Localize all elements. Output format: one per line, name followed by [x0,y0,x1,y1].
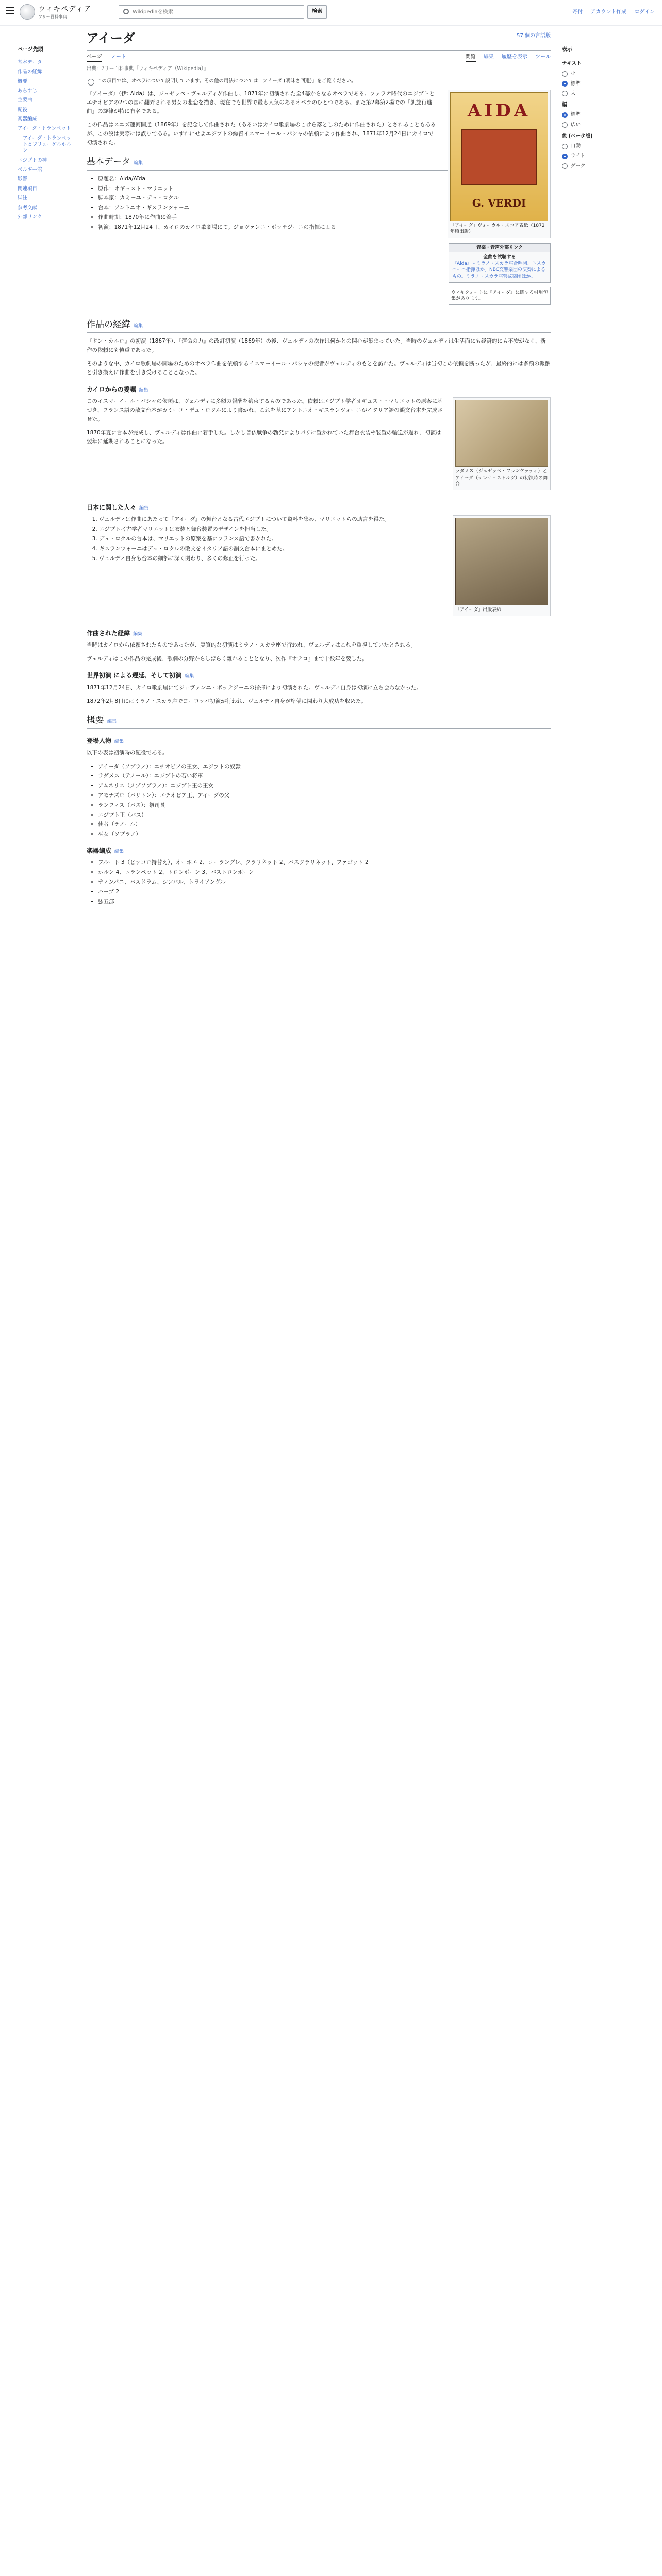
radio-icon [562,91,568,96]
list-item: • 作曲時期：1870年に作曲に着手 [98,213,551,222]
body-paragraph: 1871年12月24日、カイロ歌劇場にてジョヴァンニ・ボッテジーニの指揮により初演された。ヴェルディ自身は初演に立ち会わなかった。 [87,684,422,691]
list-item: • 原作：オギュスト・マリエット [98,184,551,193]
wikipedia-logo[interactable] [20,4,35,20]
list-item: • 弦五部 [98,897,551,906]
toc-item[interactable]: アイーダ・トランペットとフリューゲルホルン [23,135,72,154]
poster-title: AIDA [467,100,531,121]
list-item: • アムネリス（メゾソプラノ）：エジプト王の王女 [98,782,551,790]
radio-icon [562,71,568,77]
edit-link[interactable]: 編集 [107,719,117,725]
list-item: • アイーダ（ソプラノ）：エチオピアの王女、エジプトの奴隷 [98,762,551,771]
search-button[interactable]: 検索 [307,5,327,19]
toc-item[interactable]: アイーダ・トランペット [18,126,71,132]
toc-item[interactable]: 影響 [18,176,28,182]
audio-links-box [449,243,551,283]
tab-history[interactable]: 履歴を表示 [502,54,527,60]
poster-illustration [461,129,537,185]
premiere-image[interactable] [455,400,548,467]
score-image[interactable] [455,518,548,605]
list-item: • ホルン 4、トランペット 2、トロンボーン 3、バストロンボーン [98,868,551,877]
site-tagline: フリー百科事典 [38,14,67,19]
audio-link[interactable]: 『Aida』 - ミラノ・スカラ座合唱団、トスカニーニ指揮ほか。NBC交響楽団の演奏によるもの。ミラノ・スカラ座管弦楽団ほか。 [452,261,546,280]
list-item: • 台本：アントニオ・ギスランツォーニ [98,204,551,212]
width-wide[interactable]: 広い [562,122,655,129]
text-size-large[interactable]: 大 [562,90,655,97]
login-link[interactable]: ログイン [634,9,655,15]
audio-links-sub: 全曲を試聴する [483,255,516,260]
text-size-standard[interactable]: 標準 [562,80,655,88]
section-heading: 基本データ 編集 [87,156,551,171]
body-paragraph: そのような中、カイロ歌劇場の開場のためのオペラ作曲を依頼するイスマーイール・パシャの使者がヴェルディのもとを訪れた。ヴェルディは当初この依頼を断ったが、最終的には多額の報酬と引き換えに作曲を引き受けることとなった。 [87,360,551,376]
body-paragraph: 1872年2月8日にはミラノ・スカラ座でヨーロッパ初演が行われ、ヴェルディ自身が準備に関わり大成功を収めた。 [87,698,367,704]
poster-image[interactable] [450,92,548,221]
radio-selected-icon [562,81,568,87]
radio-selected-icon [562,154,568,159]
list-item: • ハープ 2 [98,888,551,896]
list-item: 2. エジプト考古学者マリエットは衣装と舞台装置のデザインを担当した。 [99,525,551,534]
page-header [0,0,662,26]
page-tabs [87,51,551,63]
body-paragraph: 『ドン・カルロ』の初演（1867年）、『運命の力』の改訂初演（1869年）の後、ヴェルディの次作は何かとの関心が集まっていた。当時のヴェルディは生活面にも経済的にも不安がなく、新作の依頼にも慎重であった。 [87,338,546,353]
toc-item[interactable]: あらすじ [18,88,38,94]
tab-read[interactable]: 閲覧 [466,54,476,62]
list-item: 3. デュ・ロクルの台本は、マリエットの原案を基にフランス語で書かれた。 [99,535,551,544]
toc-item[interactable]: 配役 [18,107,28,113]
page-source-note: 出典: フリー百科事典『ウィキペディア（Wikipedia）』 [87,66,209,72]
body-paragraph: 以下の表は初演時の配役である。 [87,750,168,756]
toc-heading[interactable]: ページ先頭 [18,44,74,56]
subsection-heading: 楽器編成 編集 [87,846,124,854]
poster-figure [448,90,551,238]
toc-item[interactable]: 脚注 [18,195,28,201]
edit-link[interactable]: 編集 [185,674,194,680]
body-paragraph: このイスマーイール・パシャの依頼は、ヴェルディに多額の報酬を約束するものであった。依頼はエジプト学者オギュスト・マリエットの原案に基づき、フランス語の散文台本がカミーユ・デュ・ロクルにより書かれ、これを基にアントニオ・ギスランツォーニがイタリア語の韻文台本を完成させた。 [87,398,443,422]
toc-item[interactable]: 概要 [18,78,28,84]
score-caption: 「アイーダ」出版表紙 [455,607,502,613]
article-content [87,27,551,911]
color-label: 色 (ベータ版) [562,133,593,139]
subsection-heading: カイロからの委嘱 編集 [87,385,148,393]
search-input[interactable] [133,7,277,16]
list-item: 4. ギスランツォーニはデュ・ロクルの散文をイタリア語の韻文台本にまとめた。 [99,545,551,553]
toc-item[interactable]: 参考文献 [18,205,38,211]
edit-link[interactable]: 編集 [134,161,143,166]
score-figure [453,515,551,616]
toc-item[interactable]: 主要曲 [18,97,32,104]
poster-caption: 「アイーダ」ヴォーカル・スコア表紙（1872年頃出版） [450,223,545,235]
radio-selected-icon [562,112,568,118]
edit-link[interactable]: 編集 [134,323,143,329]
toc-item[interactable]: 外部リンク [18,214,42,220]
width-label: 幅 [562,102,567,108]
subsection-heading: 登場人物 編集 [87,737,124,744]
edit-link[interactable]: 編集 [114,849,124,854]
search-icon [123,9,129,14]
edit-link[interactable]: 編集 [139,387,148,393]
cast-list [98,762,551,839]
section-heading: 作品の経緯 編集 [87,318,551,333]
appearance-heading: 表示 [562,44,655,56]
edit-link[interactable]: 編集 [133,631,143,637]
wikiquote-box[interactable]: ウィキクォートに『アイーダ』に関する引用句集があります。 [449,287,551,305]
premiere-figure [453,397,551,490]
tab-tools[interactable]: ツール [535,54,551,60]
external-links-box [449,243,551,305]
list-item: • アモナズロ（バリトン）：エチオピア王、アイーダの父 [98,791,551,800]
create-account-link[interactable]: アカウント作成 [590,9,627,15]
subsection-heading: 日本に関した人々 編集 [87,503,149,511]
intro-paragraph: この作品はスエズ運河開通（1869年）を記念して作曲された（あるいはカイロ歌劇場のこけら落としのために作曲された）とされることもあるが、この説は実際には誤りである。いずれにせよエジプトの総督イスマーイール・パシャの依頼により作曲され、1871年12月24日にカイロで初演された。 [87,122,436,146]
color-dark[interactable]: ダーク [562,163,655,170]
site-name[interactable]: ウィキペディア [38,5,92,13]
toc-item[interactable]: エジプトの神 [18,157,47,163]
radio-icon [562,144,568,149]
list-item: • エジプト王（バス） [98,811,551,820]
toc-item[interactable]: ベルギー館 [18,167,42,173]
subsection-heading: 世界初演 による遅延、そして初演 編集 [87,672,194,680]
poster-composer: G. VERDI [472,196,526,209]
search-box[interactable] [119,5,304,19]
list-item: • 初演：1871年12月24日、カイロのカイロ歌劇場にて。ジョヴァンニ・ボッテジーニの指揮による [98,223,551,232]
tab-article[interactable]: ページ [87,54,102,62]
radio-icon [562,163,568,169]
toc-sidebar [18,44,74,222]
body-paragraph: 1870年夏に台本が完成し、ヴェルディは作曲に着手した。しかし普仏戦争の勃発によりパリに置かれていた舞台衣装や装置の輸送が遅れ、初演は翌年に延期されることになった。 [87,430,441,445]
list-item: • 脚本家：カミーユ・デュ・ロクル [98,194,551,202]
toc-item[interactable]: 関連項目 [18,185,38,192]
list-item: • 原題名：Aida/Aïda [98,175,551,183]
body-paragraph: ヴェルディはこの作品の完成後、歌劇の分野からしばらく離れることとなり、次作『オテロ』まで十数年を要した。 [87,655,368,662]
radio-icon [562,122,568,128]
width-standard[interactable]: 標準 [562,111,655,118]
premiere-caption: ラダメス（ジュゼッペ・フランケッティ）とアイーダ（テレサ・ストルツ）の初演時の舞台 [455,469,548,487]
subsection-heading: 作曲された経緯 編集 [87,629,143,637]
appearance-panel [562,44,655,173]
tab-talk[interactable]: ノート [111,54,126,60]
text-size-small[interactable]: 小 [562,70,655,77]
list-item: • 使者（テノール） [98,820,551,829]
list-item: 1. ヴェルディは作曲にあたって『アイーダ』の舞台となる古代エジプトについて資料を集め、マリエットらの助言を得た。 [99,515,551,524]
edit-link[interactable]: 編集 [114,739,124,744]
page-title: アイーダ [87,27,551,51]
toc-item[interactable]: 基本データ [18,60,42,65]
user-links [566,8,655,16]
main-menu-icon[interactable] [6,7,14,14]
intro-paragraph: 『アイーダ』（伊: Aida）は、ジュゼッペ・ヴェルディが作曲し、1871年に初演された全4幕からなるオペラである。ファラオ時代のエジプトとエチオピアの2つの国に翻弄される男女の悲恋を描き、現在でも世界で最も人気のあるオペラのひとつである。また第2幕第2場での「凱旋行進曲」の旋律が特に有名である。 [87,90,435,115]
color-light[interactable]: ライト [562,152,655,160]
donate-link[interactable]: 寄付 [572,9,583,15]
edit-link[interactable]: 編集 [139,505,149,511]
audio-links-heading: 音楽・音声外部リンク [449,244,550,252]
list-item: • 巫女（ソプラノ） [98,830,551,839]
instrument-list [98,858,551,906]
text-size-label: テキスト [562,61,582,66]
body-paragraph: 当時はカイロから依頼されたものであったが、実質的な初演はミラノ・スカラ座で行われ、ヴェルディはこれを重視していたとされる。 [87,642,417,649]
language-button[interactable]: 57 個の言語版 [517,33,551,39]
toc-item[interactable]: 作品の経緯 [18,69,42,75]
list-item: • ランフィス（バス）：祭司長 [98,801,551,810]
list-item: • フルート 3（ピッコロ持替え）、オーボエ 2、コーラングレ、クラリネット 2、バスクラリネット、ファゴット 2 [98,858,551,867]
list-item: • ティンパニ、バスドラム、シンバル、トライアングル [98,878,551,887]
list-item: • ラダメス（テノール）：エジプトの若い将軍 [98,772,551,781]
list-item: 5. ヴェルディ自身も台本の細部に深く関わり、多くの修正を行った。 [99,554,551,563]
tab-edit[interactable]: 編集 [483,54,494,60]
color-auto[interactable]: 自動 [562,143,655,150]
section-heading: 概要 編集 [87,714,551,729]
hatnote: この項目では、オペラについて説明しています。その他の用法については「アイーダ (曖昧さ回避)」をご覧ください。 [87,76,551,89]
toc-item[interactable]: 楽器編成 [18,116,38,123]
